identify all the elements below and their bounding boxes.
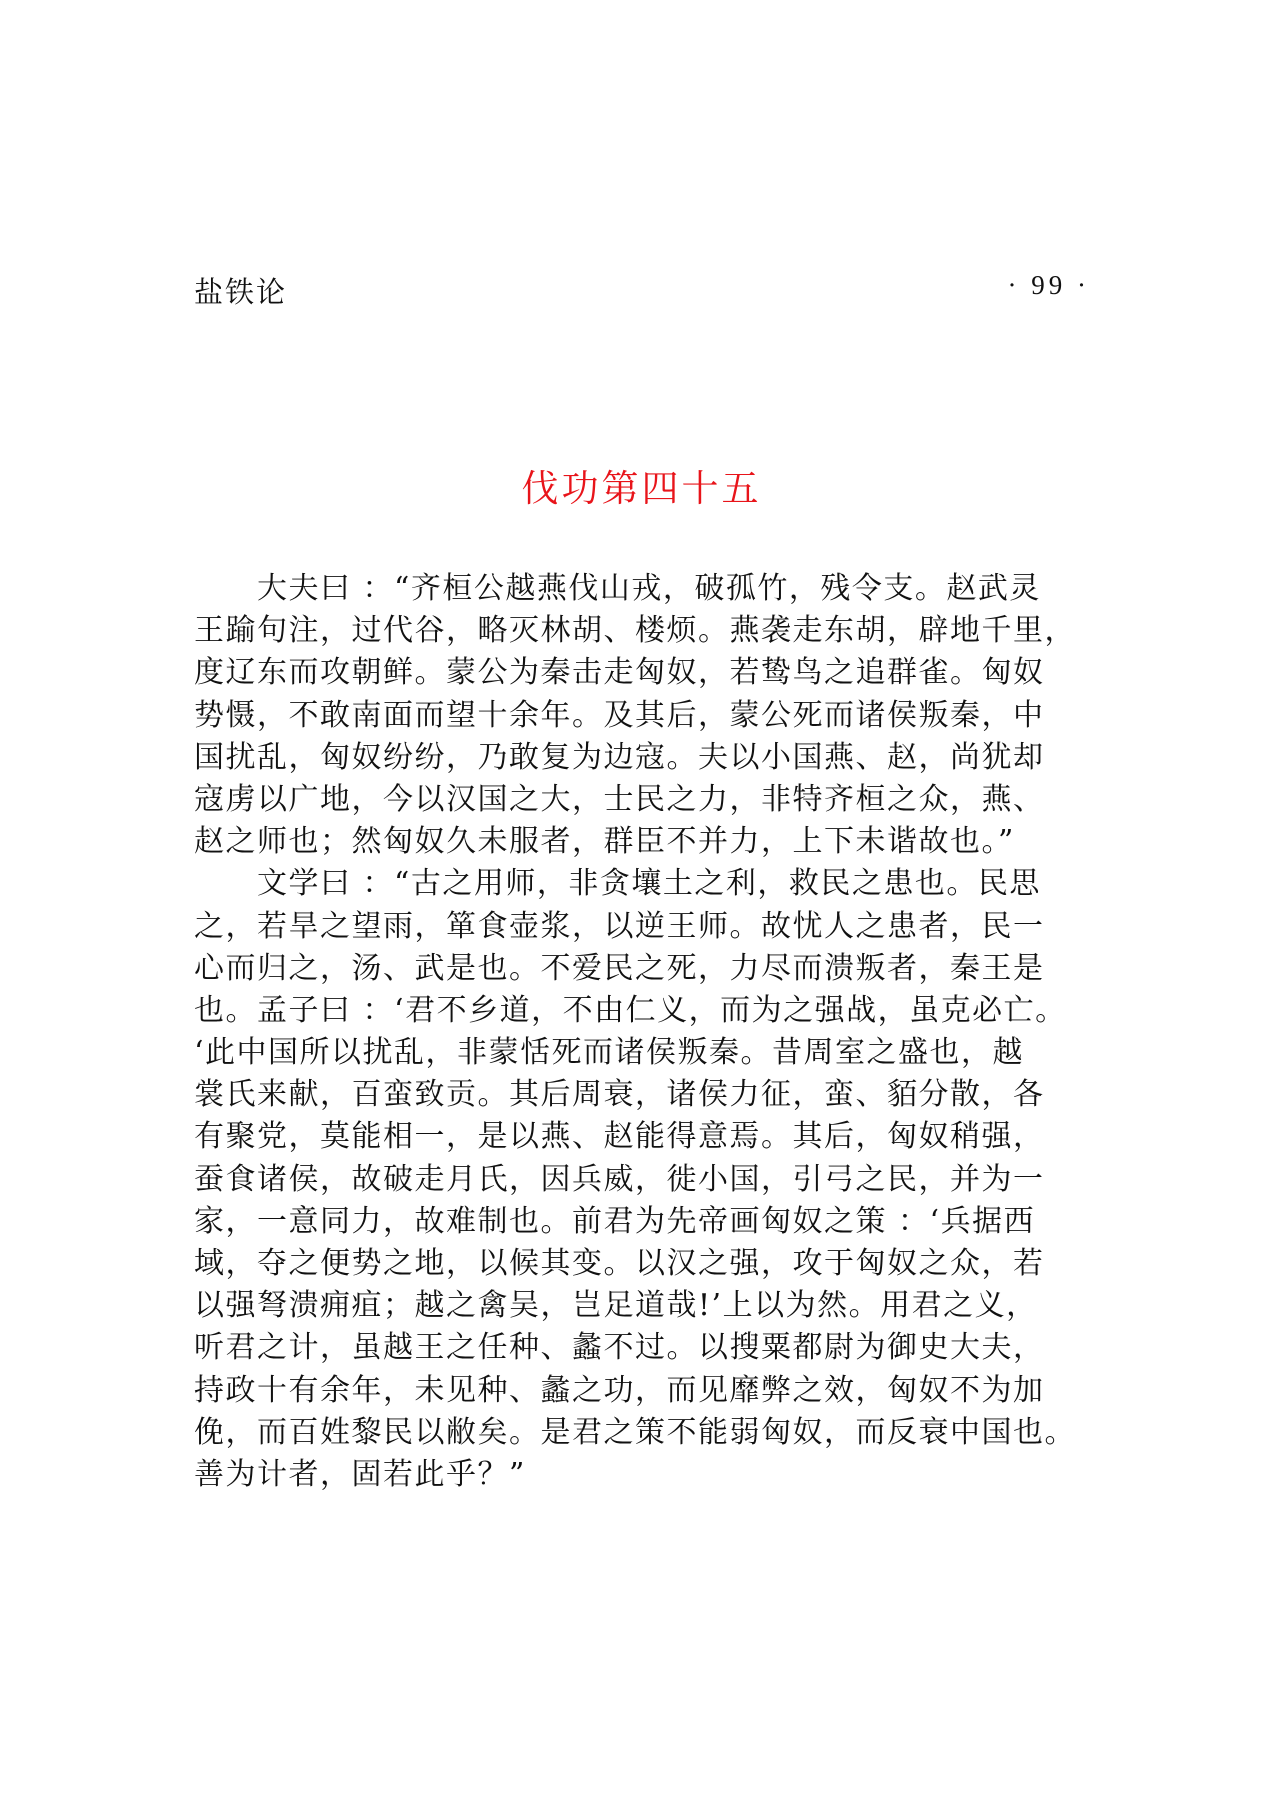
text-line: 也。孟子曰 ：‘君不乡道，不由仁义，而为之强战，虽克必亡。 <box>194 992 1067 1028</box>
text-line: ‘此中国所以扰乱，非蒙恬死而诸侯叛秦。昔周室之盛也，越 <box>194 1035 1025 1071</box>
text-line: 俛，而百姓黎民以敝矣。是君之策不能弱匈奴，而反衰中国也。 <box>194 1414 1076 1450</box>
text-line: 寇虏以广地，今以汉国之大，士民之力，非特齐桓之众，燕、 <box>194 781 1045 817</box>
text-line: 蚕食诸侯，故破走月氏，因兵威，徙小国，引弓之民，并为一 <box>194 1161 1045 1197</box>
body-text <box>194 568 1104 1496</box>
text-line: 心而归之，汤、武是也。不爱民之死，力尽而溃叛者，秦王是 <box>194 950 1045 986</box>
text-line: 王踰句注，过代谷，略灭林胡、楼烦。燕袭走东胡，辟地千里， <box>194 613 1076 649</box>
text-line: 度辽东而攻朝鲜。蒙公为秦击走匈奴，若鸷鸟之追群雀。匈奴 <box>194 655 1045 691</box>
text-line: 有聚党，莫能相一，是以燕、赵能得意焉。其后，匈奴稍强， <box>194 1119 1045 1155</box>
text-line: 赵之师也；然匈奴久未服者，群臣不并力，上下未谐故也。” <box>194 824 1015 860</box>
text-line: 善为计者，固若此乎？” <box>194 1456 526 1492</box>
text-line: 裳氏来献，百蛮致贡。其后周衰，诸侯力征，蛮、貊分散，各 <box>194 1077 1045 1113</box>
text-line: 文学曰 ：“古之用师，非贪壤土之利，救民之患也。民思 <box>194 866 1041 902</box>
book-title: 盐铁论 <box>194 275 288 309</box>
text-line: 大夫曰 ：“齐桓公越燕伐山戎，破孤竹，残令支。赵武灵 <box>194 571 1041 606</box>
text-line: 持政十有余年，未见种、蠡之功，而见靡弊之效，匈奴不为加 <box>194 1372 1045 1408</box>
chapter-title: 伐功第四十五 <box>521 467 762 510</box>
text-line: 势慑，不敢南面而望十余年。及其后，蒙公死而诸侯叛秦，中 <box>194 697 1045 733</box>
text-line: 之，若旱之望雨，箪食壶浆，以逆王师。故忧人之患者，民一 <box>194 908 1045 944</box>
text-line: 国扰乱，匈奴纷纷，乃敢复为边寇。夫以小国燕、赵，尚犹却 <box>194 739 1045 775</box>
text-line: 域，夺之便势之地，以候其变。以汉之强，攻于匈奴之众，若 <box>194 1246 1045 1281</box>
running-header <box>194 270 1090 310</box>
text-line: 家，一意同力，故难制也。前君为先帝画匈奴之策 ：‘兵据西 <box>194 1203 1036 1239</box>
text-line: 以强弩溃痈疽；越之禽吴，岂足道哉!’上以为然。用君之义， <box>194 1288 1038 1324</box>
page-number: · 99 · <box>1007 270 1090 300</box>
text-line: 听君之计，虽越王之任种、蠡不过。以搜粟都尉为御史大夫， <box>194 1330 1045 1366</box>
